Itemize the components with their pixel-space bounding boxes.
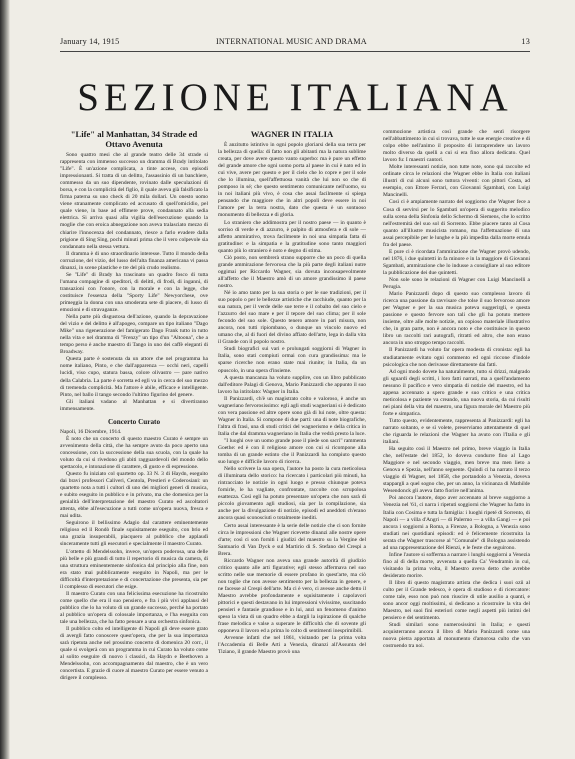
paragraph: Gli italiani vadano al Manhattan e si divertiranno immensamente. [60,398,208,412]
paragraph: A questa mancanza ha voluto supplire, con un libro pubblicato dall'editore Palagi di Genova, Mario Panizzardi che appunto il suo lavoro ha intitolato: Wagner in Italia. [218,374,366,395]
paragraph: Ha seguito così il Maestro nel primo, breve viaggio in Italia che, nell'estate del 1852, lo doveva condurre fino al Lago Maggiore e nel secondo viaggio, men breve ma men lieto a Genova e Spezia, nell'anno seguente. Quindi ci ha narrato il terzo viaggio di Wagner, nel 1858, che portandolo a Venezia, doveva stappargli a quel sogno che, per un anno, la vicinanza di Mathilde Wesendonck gli aveva fatto fiorire nell'anima. [383,446,530,495]
running-header [60,37,530,49]
paragraph: Studi biografici sui vari e prolungati soggiorni di Wagner in Italia, sono stati compiuti ormai con cura grandissima: ma le sparse ricerche non erano state mai riunite; in Italia, da un opuscolo, in una opera d'insieme. [218,346,366,374]
paragraph: Studi similari sono numerosissimi in Italia; e questi acquisterranno ancora il libro di Mario Panizzardi come una nuova pietra apportata al monumento d'amorosa culto che van costruendo tra noi. [383,622,530,650]
paragraph: Mario Panizzardi dopo di questo suo complesso lavoro di ricerca una passione da ravvisare che tolse il suo fervoroso amore per Wagner e per la sua musica poteva suggerirgli, e questa passione e questo fervore son tali che gli ha potuto mettere insieme, oltre alle molte notizie, un copioso materiale illustrativo che, in gran parte, non è ancora noto e che costituisce in questo libro un raccolti rari autografi, ritratti ed altro, che non erano ancora in uno stroppo tempo raccolti. [383,291,530,347]
paragraph: Riccardo Wagner non aveva una grande autorità di giudizio critico quanto alle arti figurative; egli stesso affermava nel suo scritto nelle sue memorie di essere profano in quest'arte, ma ciò non toglie che non avesse sentimento per la bellezza in genere, e ne facesse al Crespi dell'arte. Ma ci è vero, ci avesse anche detto il Maestro avrebbe profondamente e squisitamente i capolavori pittorici e questi destavano in lui impressioni vivissime, suscitando pensieri e fantasie grandiose e in lui, anzi un fenomeno d'animo speso la vista di un quadro ebbe a dargli la ispirazione di qualche frase melodica e valse a superare le difficoltà che di sovente gli opponeva il lavoro ed a prima lo colto di sentimenti inesprimibili. [218,557,366,635]
paragraph: Poi ancora l'autore, dopo aver accennato al breve soggiorno a Venezia nel '61, ci narra i ripetuti soggiorni che Wagner ha fatto in Italia con Cosima e tutta la famiglia: i luoghi ripeté di Sorrento, di Napoli — a villa d'Angri — di Palermo — a villa Gangi — e poi ancora i soggiorni a Roma, a Firenze, a Bologna, a Venezia sono studiati nei quotidiani episodi: ed è felicemente ricostruita la serata che Wagner trascorse al "Comunale" di Bologna assistendo ad una rappresentazione del Rienzi, e le feste che seguirono. [383,495,530,551]
paragraph: È noto che un concerto di questo maestro Curato è sempre un avvenimento della città, che ha sempre avuto da poco aperto una concessione, con la successione della sua scuola, con la quale ha voluto da cui si rivedono gli abiti ragguardevoli del mondo dello spettacolo, e intonazione di carattere, di gusto e di espressione. [60,435,208,470]
paragraph: Questo fu iniziato col quartetto op. 33 N. 3 di Haydn, eseguito dai bravi professori Caliveri, Centola, Prestieri e Coderosiani: un quartetto nota a tutti i cultori di uno dei migliori generi di musica, e subito eseguito in pubblico e in privato, ma che domenica per la genialità dell'interpretazione del maestro Curato ed ascoltatori attenta, ebbe all'esecuzione a tutti come un'opera nuova, fresca e mai udita. [60,471,208,520]
paragraph: È anzitutto istintivo in ogni popolo gloriarsi della sua terra per la bellezza di quella: di fatto non gli abitanti ma la natura sublime creata, per dove avere questo vanto superbo: ma è pure un effetto del grande amore che ogni uomo porta al paese in cui è nato ed in cui vive, avere per questo e per il cielo che lo copre e per il sole che lo illumina, quell'affettuosa vanità che lui non so che di pomposo in sé; che questo sentimento comunicante nell'uomo, su in noi italiani più vivo, è cosa che assai facilmente si spiega pensando che maggiore che in altri popoli deve essere in noi l'amore per la terra nostra, dato che questa è un sontuoso monumento di bellezza e di gloria. [218,142,366,219]
paragraph: Ad ogni modo dovete ha naturalmente, tutto si drizzi, malgrado gli sguardi degli scritti, i loro fatti narrati, ma a quell'andamento nessuno il pacifico e vero simpatia di notizie del maestro, ed ha appena accennato a spero grande e suo critico e una critica meticolosa e paziente va creando, una nuova storia, da cui risulti nei piani della vita del maestro, una figura morale del Maestro più forte e simpatica. [383,368,530,417]
paragraph: Il dramma è di uno straordinario interesse. Tutto il mondo della corruzione, del vizio, del lusso dell'alta finanza americana vi passa dinanzi, in scene plastiche e tre del più crudo realismo. [60,250,208,271]
header-rule [60,51,530,52]
paragraph: Così ci è ampiamente narrato del soggiorno che Wagner fece a Cosa di servirsi per lo Sgambati un'opera di suggerito melodico sulla scena della Sinfonia dello Schermo di Siemens, che lo scritto nell'estremità del suo sol di Sorrento. Ebbe piacere tanto al Cosa quanto all'illustre musicista romano, ma l'affettuazione di una assai percepibile per le lunghe e la più impedita dalla morte emula fra del paese. [383,199,530,248]
column-2 [218,129,366,656]
header-date: January 14, 1915 [60,37,120,46]
paragraph: E pure ci è ricordata l'ammirazione che Wagner provò udendo, nel 1876, i due quintetti in fa minore e in la maggiore di Giovanni Sgambati, ammirazione che lo indusse a consigliare al suo editore la pubblicazione dei due quintetti. [383,248,530,276]
article-title-concerto: Concerto Curato [107,417,161,426]
paragraph: Ciò posto, non sembrerà strano supporre che un poco di quella grande ammirazione fervorosa che la più parte degli italiani nutre oggimai per Riccardo Wagner, sia dovuta inconsapevolmente all'affetto che il Maestro amò di un amore grandissimo il paese nostro. [218,254,366,289]
column-1 [60,129,208,682]
paragraph: Se "Life" di Brady ha trascinato un quadro fosco di tutta l'umana compagine di speditori, di delitti, di frodi, di inganni, di transazioni con l'onore, con la morale e con la legge, che costituisce l'essenza della "Sporty Life" Newyorchese, ove primeggia la donna con una smoderata sete di piacere, di lusso di emozioni e di stravaganze. [60,271,208,314]
paragraph: Seguirono il bellissimo Adagio dal carattere eminentemente religioso ed il Rondò finale squisitamente eseguito, con brio ed una grazia insuperabili, piacquero al pubblico che applaudì sinceramente tutti gli esecutori e specialmente il maestro Curato. [60,520,208,548]
paragraph: Nella parte più disgustosa dell'azione, quando la depravazione del vizio e del delitto è all'apogeo, compare un tipo italiano "Dago Mike" una rigenerazione del famigerato Dago Frank tutto in tutto nella vita e nel dramma di "Frenzy" un tipo d'un "Altoona", che a tempo perso è anche maestro di Tango in uno dei caffè eleganti di Broadway. [60,314,208,356]
paragraph: Non sole sono le relazioni di Wagner con Luigi Mancinelli a Perugia. [383,276,530,291]
article-title-life: "Life" al Manhattan, 34 Strade ed Ottavo Avenuta [70,129,198,149]
paragraph: Il pubblico colto ed intelligente di Napoli gli deve essere grato di avergli fatto conoscere quest'opera, che per la sua importanza sarà ripetuta anche nel prossimo concerto di domenica 20 corr., il quale si svolgerà con un programma in cui Curato ha voluto come al solito eseguire di nuovo i classici, da Haydn e Beethoven a Mendelssohn, con accompagnamento dal maestro, che è un vero concertista. E grazie di cuore al maestro Curato per essere venuto a dirigere il complesso. [60,626,208,682]
paragraph: Avvenne infatti che nel 1861, visitando per la prima volta l'Accademia di Belle Arti a Venezia, dinanzi all'Assunta del Tiziano, il grande Maestro provò una [218,635,366,656]
header-page-number: 13 [521,37,530,46]
paragraph: Tutto questo, evidentemente, rappresenta al Panizzardi: egli ha narrato soltanto, e se sì volete, preserviamo attentamente di quel che riguarda le relazioni che Wagner ha avuto con l'Italia e gli italiani. [383,417,530,446]
book-spine-shadow [0,0,10,759]
article-title-wagner: WAGNER IN ITALIA [250,129,334,139]
paragraph: Infine l'autore si sofferma a narrare i lunghi soggiorni a Venezia fino al dì della morte, avvenuta a quella Ca' Vendramin in cui, visitando la prima volta, il Maestro aveva detto che avrebbe desiderato morire. [383,551,530,579]
paragraph: Sono quattro mesi che al grande teatro delle 34 strade si rappresenta con immenso successo un dramma di Brady intitolato "Life". È un'azione complicata, a tinte accese, con episodi impressionanti. Si tratta di un delitto, l'assassinio di un banchiere, commesso da un suo dipendente, rovinato dalle speculazioni di borsa, e con la complicità del figlio, il quale aveva già falsificato la firma paterna su uno check di 20 mila dollari. Un onesto uomo viene stranamente complicato ed accusato di quell'omicidio, pel quale viene, in base ad effimere prove, condannato alla sedia elettrica. Si arriva quasi alla vigilia dell'esecuzione quando la moglie che con eroica abnegazione non aveva tralasciato mezzo di chiarire l'innocenza del condannato, riesce a farlo evadere dalla prigione di Sing Sing, pochi minuti prima che il vero colpevole sia condannato nella stessa vettura. [60,152,208,250]
paragraph: commozione artistica così grande che sentì risorgere nell'abbattimento in cui si trovava, tutte le sue energie creative e di colpo ebbe nell'animo il proposito di intraprendere un lavoro molto diverso da quelli a cui si era fino allora dedicato. Quel lavoro fu: I maestri cantori. [383,129,530,164]
paragraph: Né io amo tanto per la sua storia o per le sue tradizioni, per il suo popolo o per le bellezze artistiche che racchiude, quanto per la sua natura, per il verde delle sue terre e il cobalto del suo cielo e l'azzurro del suo mare e per il tepore del suo clima; per il sole fecondo del suo sole. Questo tenero amore in pari misura, non ancora, non tutti ripiombano, o dunque un vincolo nuovo ed umano che, al di fuori del divino affiato dell'arte, lega in dalla vita il Grande con il popolo nostro. [218,289,366,346]
paragraph: Nello scrivere la sua opera, l'autore ha posto la cura meticolosa di illuminata dello storico: ha ricercato i particolari più minuti, ha rintracciato le notizie in ogni luogo e presso chiunque poteva fornirle, le ha vagliate, confrontate, raccolte con scrupolosa esattezza. Così egli ha potuto presentare un'opera che non sarà di piccolo giovamento agli studiosi, sia per la compilazione, sia anche per la divulgazione di notizie, episodi ed aneddoti ch'erano ancora quasi sconosciuti o totalmente inediti. [218,466,366,522]
paragraph: "I luoghi ove un uomo grande pose il piede son sacri" rammenta Goethe: ed è con il religioso amore con cui si ricompone alla tomba di un grande estinto che il Panizzardi ha compiuto questo suo lungo e difficile lavoro di ricerca. [218,437,366,466]
paragraph: Molte interessanti notizie, non tutte note, sono qui raccolte ed ordinate circa le relazioni che Wagner ebbe in Italia con italiani illustri di cui alcuni sono tuttora viventi: con pittori Costa, ad esempio, con Ettore Ferrari, con Giovanni Sgambati, con Luigi Mancinelli. [383,164,530,199]
paragraph: Certo assai interessante è la serie delle notizie che ci son fornite circa le impressioni che Wagner ricevette dinanzi alle nostre opere d'arte; così ci son forniti i giudizi del maestro su la Vergine del Santuario di Van Dyck e sul Martirio di S. Stefano del Crespi a Brera. [218,522,366,557]
column-3 [383,129,530,650]
dateline: Napoli, 16 Dicembre, 1914. [60,428,122,435]
paragraph: Lo straniero che addimostra per il nostro paese — in quanto è sorriso di verde e di azzurro, è palpito di atmosfera e di sole — affetto ammirativo, trova facilmente in noi una simpatia fatta di gratitudine: e la simpatia e la gratitudine sono tanto maggiori quanto più lo straniero è noto e degno di stima. [218,219,366,254]
paragraph: Il maestro Curato con una felicissima esecuzione ha ricostruito come quello che era il suo pensiero, e fra i più vivi applausi del pubblico che lo ha voluto di un grande successo, perché ha portato al pubblico un'opera di colossale importanza, e l'ha eseguita con tale una bellezza, che ha fatto pensare a una orchestra sinfonica. [60,590,208,625]
header-publication: INTERNATIONAL MUSIC AND DRAMA [216,37,367,46]
paragraph: Il Panizzardi ha voluto far opera modesta di cronista: egli ha studiatamente evitato ogni commento ed ogni riccone d'indole psicologica che non derivasse direttamente dai fatti. [383,347,530,368]
paragraph: Il Panizzardi, ch'è un magistrato colto e valoroso, è anche un wagneriano fervorosissimo: egli agli studi wagneriani si è dedicato con vera passione ed altre opere sono già di lui note, oltre questa: Wagner in Italia. Si compone di due parti: una di note biografiche, l'altra di frasi, una di studi critici del wagnerismo e della critica in Italia che dal dramma wagneriano in Italia che vedrà presto la luce. [218,395,366,437]
section-title: SEZIONE ITALIANA [77,76,513,119]
paragraph: Questa parte è sostenuta da un attore che nel programma ha nome italiano, Pinto, e che dall'apparenza — occhi neri, capelli lucidi, viso cupo, statura bassa, colore olivastro — pare nativo della Calabria. La parte è sorretta ed egli va in cerca del suo mezzo di tremenda complicità. Ma l'attore è abile, efficace e intelligente. Pinto, nel ballo il tango secondo l'ultimo figurino del genere. [60,356,208,398]
paragraph: Il libro di questo magistrato artista che dedica i suoi ozii al culto per il Grande tedesco, è opera di studioso e di ricercatore: come tale, esso non può non riuscire di utile ausilio a quanti, e sono ancor oggi moltissimi, si dedicano a ricostruire la vita del Maestro, nei suoi fini esteriori come negli aspetti più intimi del pensiero e del sentimento. [383,580,530,622]
paragraph: L'ottetto di Mendelssohn, invece, un'opera poderosa, una delle più belle e più grandi di tutto il repertorio di musica da camera, di una struttura eminentemente sinfonica dal principio alla fine, non era stato mai pubblicamente eseguito in Napoli, ma per le difficoltà d'interpretazione e di concertazione che presenta, sia per il complesso di esecutori che esige. [60,548,208,590]
